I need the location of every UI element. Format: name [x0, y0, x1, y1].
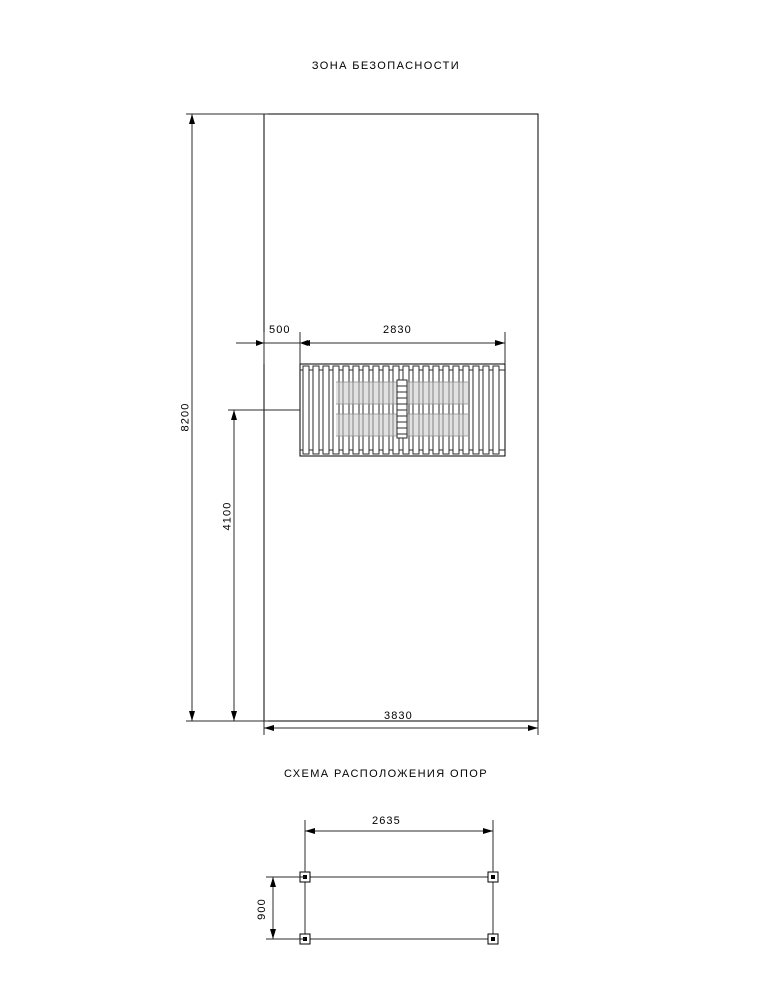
dimension-equipment-width: [300, 332, 505, 364]
dim-label-support-depth: 900: [255, 898, 268, 920]
dim-label-offset-left: 500: [269, 324, 291, 336]
title-supports-layout: СХЕМА РАСПОЛОЖЕНИЯ ОПОР: [284, 768, 488, 780]
dim-label-safety-height: 8200: [179, 402, 192, 432]
equipment-plan-view: [300, 364, 505, 456]
supports-layout-plan: [266, 820, 498, 944]
dim-label-safety-width: 3830: [384, 710, 413, 722]
support-pad: [488, 872, 498, 882]
dim-label-support-span: 2635: [372, 815, 401, 827]
dimension-offset-left: [236, 332, 308, 364]
title-safety-zone: ЗОНА БЕЗОПАСНОСТИ: [311, 60, 461, 72]
support-pad: [488, 934, 498, 944]
dim-label-equipment-width: 2830: [383, 324, 412, 336]
dimension-width-extension-lines: [264, 721, 538, 735]
dimension-height-extension-lines: [186, 114, 268, 721]
dim-label-offset-top: 4100: [221, 501, 234, 531]
